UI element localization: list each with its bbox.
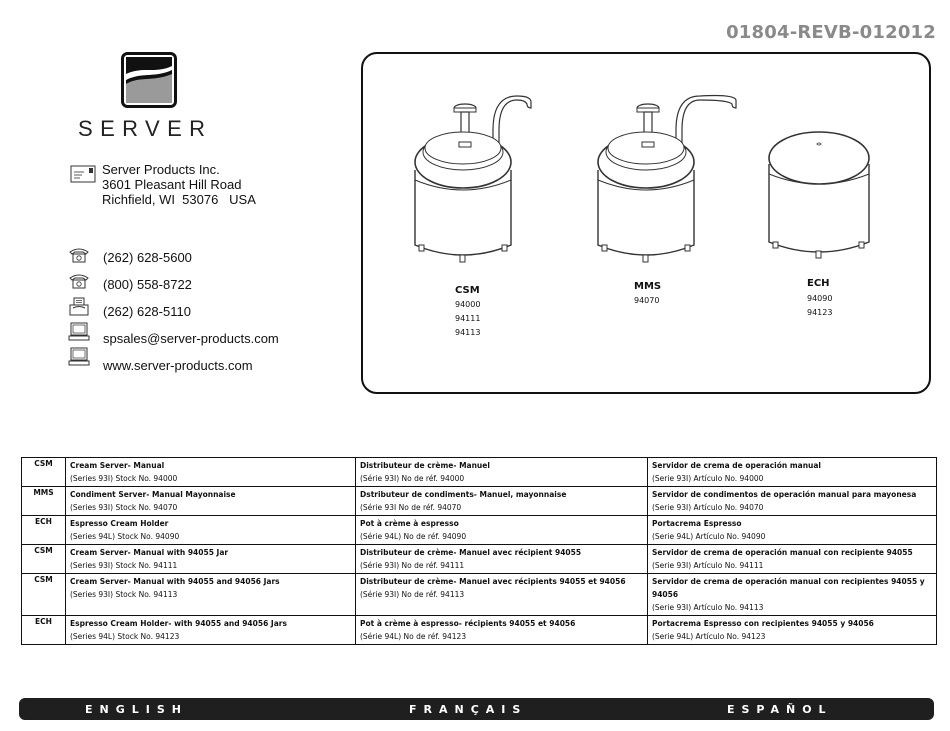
spanish-name: Servidor de crema de operación manual con recipientes 94055 y 94056	[652, 577, 925, 599]
french-name: Pot à crème à espresso	[360, 519, 459, 528]
computer-icon	[68, 322, 90, 346]
mms-dispenser-illustration	[596, 90, 746, 268]
table-row	[22, 487, 937, 516]
french-detail: (Série 94L) No de réf. 94090	[360, 532, 467, 541]
english-detail: (Series 93I) Stock No. 94113	[70, 590, 178, 599]
telephone-icon	[68, 272, 90, 294]
fax-icon	[68, 297, 90, 321]
product-stock-list-mms	[634, 294, 659, 308]
csm-dispenser-illustration	[413, 90, 563, 268]
french-name: Dstributeur de condiments- Manuel, mayonnaise	[360, 490, 567, 499]
english-name: Cream Server- Manual with 94055 Jar	[70, 548, 229, 557]
spanish-cell	[648, 516, 937, 545]
french-detail: (Série 94L) No de réf. 94123	[360, 632, 467, 641]
product-stock-list-csm	[455, 298, 480, 340]
french-detail: (Série 93I) No de réf. 94113	[360, 590, 465, 599]
model-table	[21, 457, 937, 645]
spanish-name: Portacrema Espresso con recipientes 94055 y 94056	[652, 619, 874, 628]
table-row	[22, 516, 937, 545]
brand-wordmark: SERVER	[78, 116, 213, 141]
model-code-cell: ECH	[22, 616, 66, 645]
document-number: 01804-REVB-012012	[726, 22, 936, 43]
english-detail: (Series 93I) Stock No. 94070	[70, 503, 178, 512]
spanish-name: Servidor de condimentos de operación manual para mayonesa	[652, 490, 917, 499]
product-code-mms: MMS	[634, 281, 662, 292]
address-line: Server Products Inc.	[102, 162, 220, 177]
table-row	[22, 616, 937, 645]
stock-number: 94000	[455, 300, 481, 309]
stock-number: 94111	[455, 314, 481, 323]
stock-number: 94090	[807, 294, 833, 303]
french-detail: (Série 93I) No de réf. 94000	[360, 474, 465, 483]
language-french: FRANÇAIS	[409, 703, 528, 716]
english-name: Espresso Cream Holder- with 94055 and 94056 Jars	[70, 619, 287, 628]
spanish-cell	[648, 616, 937, 645]
model-code-cell: ECH	[22, 516, 66, 545]
spanish-name: Servidor de crema de operación manual	[652, 461, 822, 470]
english-cell	[66, 545, 356, 574]
server-s-logo	[121, 52, 177, 108]
computer-icon	[68, 347, 90, 371]
english-name: Cream Server- Manual	[70, 461, 165, 470]
english-cell	[66, 616, 356, 645]
french-detail: (Série 93I) No de réf. 94111	[360, 561, 465, 570]
english-detail: (Series 93I) Stock No. 94111	[70, 561, 178, 570]
french-name: Distributeur de crème- Manuel avec récipient 94055	[360, 548, 582, 557]
spanish-cell	[648, 574, 937, 616]
stock-number: 94070	[634, 296, 660, 305]
english-name: Condiment Server- Manual Mayonnaise	[70, 490, 236, 499]
stock-number: 94123	[807, 308, 833, 317]
model-code-cell: MMS	[22, 487, 66, 516]
french-detail: (Série 93I No de réf. 94070	[360, 503, 462, 512]
phone-number-tollfree[interactable]: (800) 558-8722	[103, 277, 192, 292]
french-cell	[356, 545, 648, 574]
language-english: ENGLISH	[85, 703, 188, 716]
address-line: Richfield, WI 53076 USA	[102, 192, 256, 207]
french-cell	[356, 616, 648, 645]
language-spanish: ESPAÑOL	[727, 703, 833, 716]
english-name: Cream Server- Manual with 94055 and 94056 Jars	[70, 577, 280, 586]
company-address	[102, 162, 256, 207]
spanish-detail: (Serie 93I) Artículo No. 94113	[652, 603, 764, 612]
stock-number: 94113	[455, 328, 481, 337]
french-name: Distributeur de crème- Manuel avec récipients 94055 et 94056	[360, 577, 626, 586]
fax-number: (262) 628-5110	[103, 304, 191, 319]
ech-holder-illustration	[767, 130, 873, 266]
product-stock-list-ech	[807, 292, 832, 320]
website-link[interactable]: www.server-products.com	[103, 358, 253, 373]
english-cell	[66, 574, 356, 616]
french-name: Pot à crème à espresso- récipients 94055 et 94056	[360, 619, 576, 628]
spanish-name: Portacrema Espresso	[652, 519, 742, 528]
envelope-icon	[70, 164, 96, 188]
spanish-detail: (Serie 93I) Artículo No. 94111	[652, 561, 764, 570]
spanish-cell	[648, 458, 937, 487]
french-cell	[356, 487, 648, 516]
table-row	[22, 458, 937, 487]
table-row	[22, 574, 937, 616]
spanish-detail: (Serie 93I) Artículo No. 94070	[652, 503, 764, 512]
model-code-cell: CSM	[22, 574, 66, 616]
product-code-csm: CSM	[455, 285, 480, 296]
spanish-detail: (Serie 93I) Artículo No. 94000	[652, 474, 764, 483]
spanish-name: Servidor de crema de operación manual con recipiente 94055	[652, 548, 913, 557]
english-name: Espresso Cream Holder	[70, 519, 169, 528]
spanish-cell	[648, 487, 937, 516]
email-link[interactable]: spsales@server-products.com	[103, 331, 279, 346]
english-cell	[66, 516, 356, 545]
english-detail: (Series 94L) Stock No. 94123	[70, 632, 180, 641]
french-name: Distributeur de crème- Manuel	[360, 461, 490, 470]
english-cell	[66, 487, 356, 516]
model-code-cell: CSM	[22, 458, 66, 487]
model-code-cell: CSM	[22, 545, 66, 574]
address-line: 3601 Pleasant Hill Road	[102, 177, 242, 192]
language-bar	[19, 698, 934, 720]
spanish-cell	[648, 545, 937, 574]
french-cell	[356, 574, 648, 616]
product-code-ech: ECH	[807, 278, 830, 289]
french-cell	[356, 516, 648, 545]
phone-number-main[interactable]: (262) 628-5600	[103, 250, 192, 265]
english-detail: (Series 94L) Stock No. 94090	[70, 532, 180, 541]
spanish-detail: (Serie 94L) Artículo No. 94090	[652, 532, 766, 541]
english-detail: (Series 93I) Stock No. 94000	[70, 474, 178, 483]
telephone-icon	[68, 246, 90, 268]
product-illustration-panel	[361, 52, 931, 394]
french-cell	[356, 458, 648, 487]
english-cell	[66, 458, 356, 487]
table-row	[22, 545, 937, 574]
spanish-detail: (Serie 94L) Artículo No. 94123	[652, 632, 766, 641]
